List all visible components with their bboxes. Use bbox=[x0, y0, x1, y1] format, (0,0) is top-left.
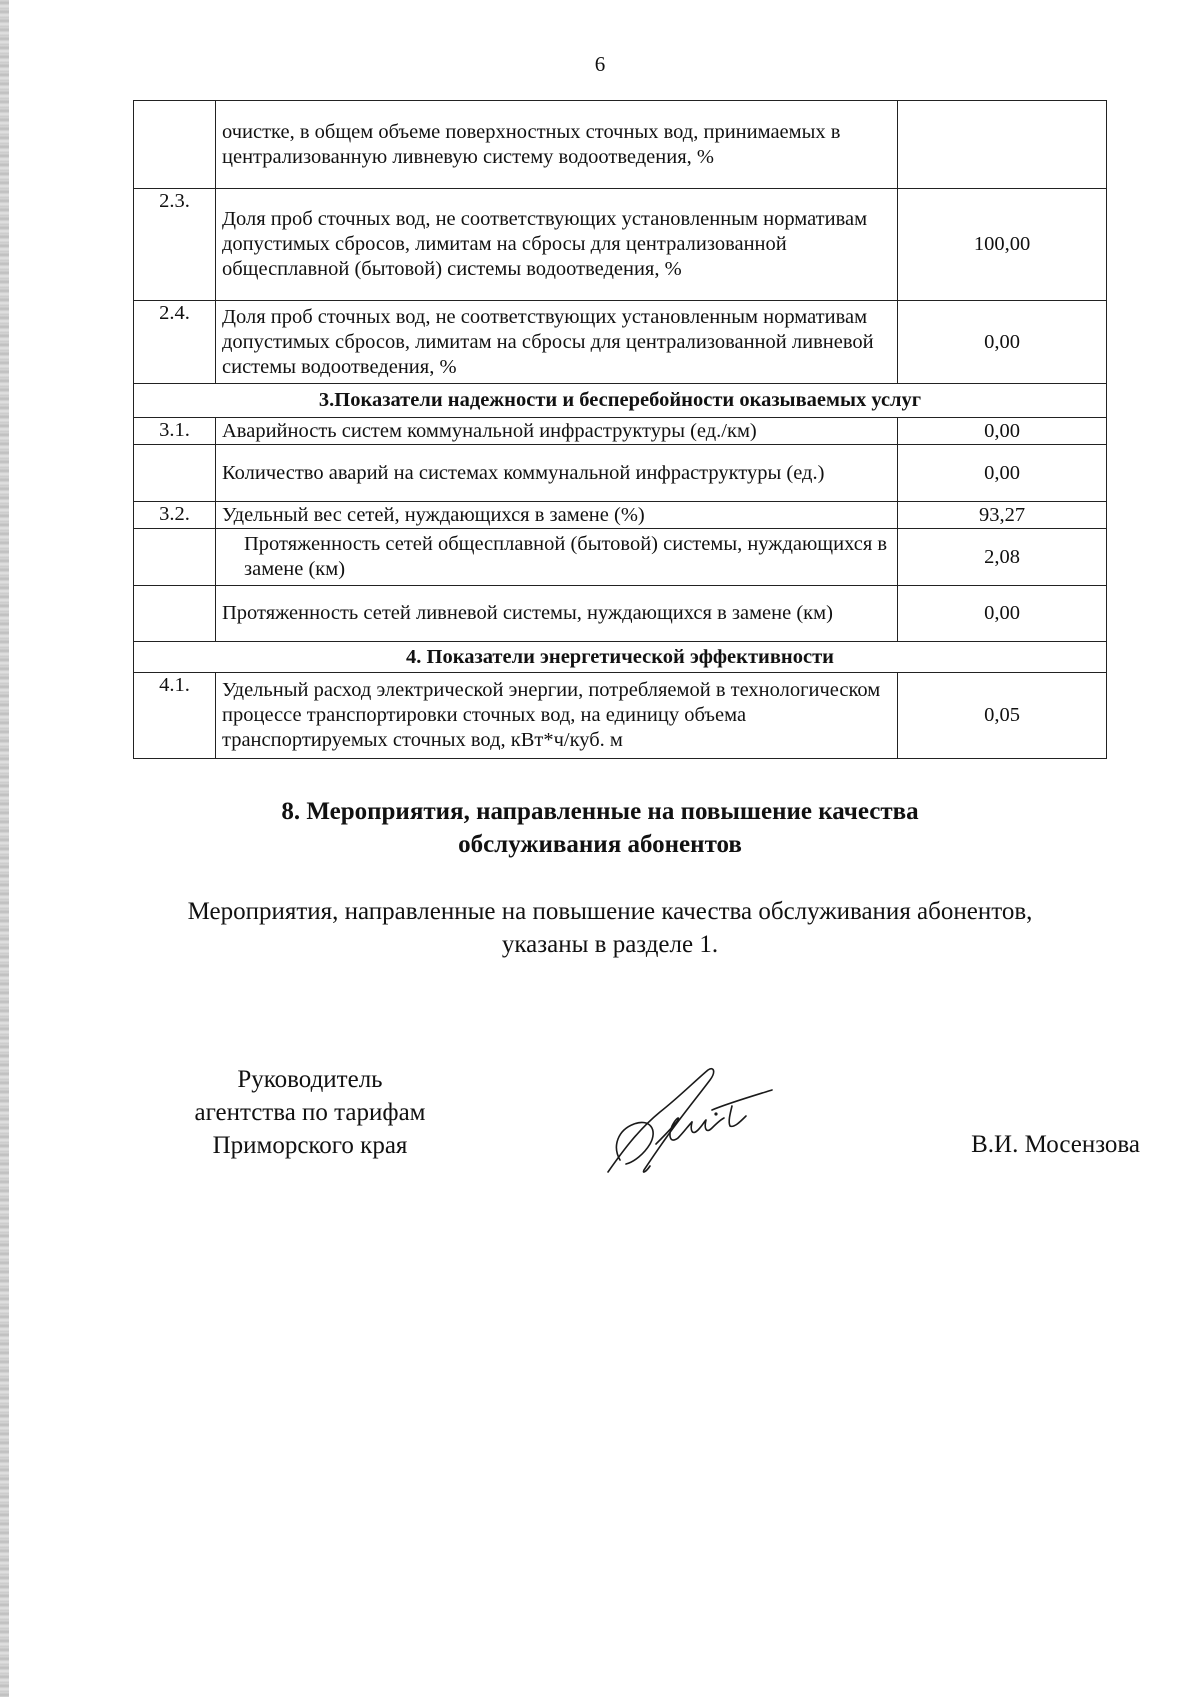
row-number bbox=[134, 101, 216, 189]
section-8-heading bbox=[0, 795, 1200, 861]
row-value: 100,00 bbox=[898, 189, 1107, 301]
section-8-heading-line-1: 8. Мероприятия, направленные на повышение качества bbox=[281, 798, 919, 825]
table-row bbox=[134, 101, 1107, 189]
table-row bbox=[134, 502, 1107, 529]
row-description: Протяженность сетей общесплавной (бытовой) системы, нуждающихся в замене (км) bbox=[216, 529, 898, 586]
table-row bbox=[134, 189, 1107, 301]
row-number: 2.3. bbox=[134, 189, 216, 301]
table-row bbox=[134, 529, 1107, 586]
row-description: очистке, в общем объеме поверхностных сточных вод, принимаемых в централизованную ливневую систему водоотведения, % bbox=[216, 101, 898, 189]
row-number: 2.4. bbox=[134, 301, 216, 384]
row-value: 0,00 bbox=[898, 586, 1107, 642]
section-8-paragraph bbox=[110, 895, 1110, 961]
table-row bbox=[134, 673, 1107, 759]
row-description: Удельный вес сетей, нуждающихся в замене (%) bbox=[216, 502, 898, 529]
row-description: Аварийность систем коммунальной инфраструктуры (ед./км) bbox=[216, 418, 898, 445]
row-description: Протяженность сетей ливневой системы, нуждающихся в замене (км) bbox=[216, 586, 898, 642]
signatory-name: В.И. Мосензова bbox=[971, 1131, 1140, 1158]
row-number bbox=[134, 529, 216, 586]
page-number: 6 bbox=[594, 52, 606, 76]
section-4-title: 4. Показатели энергетической эффективности bbox=[134, 642, 1107, 673]
table-row bbox=[134, 418, 1107, 445]
row-description: Доля проб сточных вод, не соответствующих установленным нормативам допустимых сбросов, лимитам на сбросы для централизованной ливневой системы водоотведения, % bbox=[216, 301, 898, 384]
position-line-1: Руководитель bbox=[237, 1066, 383, 1093]
signatory-position bbox=[160, 1063, 460, 1162]
row-value: 93,27 bbox=[898, 502, 1107, 529]
indicators-table bbox=[133, 100, 1107, 759]
position-line-2: агентства по тарифам bbox=[194, 1099, 426, 1126]
row-number: 3.2. bbox=[134, 502, 216, 529]
row-number: 3.1. bbox=[134, 418, 216, 445]
row-value: 0,00 bbox=[898, 418, 1107, 445]
table-row bbox=[134, 586, 1107, 642]
row-value: 0,00 bbox=[898, 301, 1107, 384]
row-number: 4.1. bbox=[134, 673, 216, 759]
section-header-row bbox=[134, 384, 1107, 418]
section-8-heading-line-2: обслуживания абонентов bbox=[458, 831, 742, 858]
row-number bbox=[134, 445, 216, 502]
row-value: 2,08 bbox=[898, 529, 1107, 586]
row-description: Удельный расход электрической энергии, потребляемой в технологическом процессе транспортировки сточных вод, на единицу объема транспортируемых сточных вод, кВт*ч/куб. м bbox=[216, 673, 898, 759]
row-number bbox=[134, 586, 216, 642]
row-description: Количество аварий на системах коммунальной инфраструктуры (ед.) bbox=[216, 445, 898, 502]
row-value: 0,00 bbox=[898, 445, 1107, 502]
row-description: Доля проб сточных вод, не соответствующих установленным нормативам допустимых сбросов, лимитам на сбросы для централизованной общесплавной (бытовой) системы водоотведения, % bbox=[216, 189, 898, 301]
table-row bbox=[134, 301, 1107, 384]
section-8-paragraph-line-1: Мероприятия, направленные на повышение качества обслуживания абонентов, bbox=[187, 898, 1033, 925]
section-3-title: 3.Показатели надежности и бесперебойности оказываемых услуг bbox=[134, 384, 1107, 418]
table-row bbox=[134, 445, 1107, 502]
section-8-paragraph-line-2: указаны в разделе 1. bbox=[501, 931, 719, 958]
position-line-3: Приморского края bbox=[212, 1132, 408, 1159]
section-header-row bbox=[134, 642, 1107, 673]
row-value: 0,05 bbox=[898, 673, 1107, 759]
handwritten-signature bbox=[600, 1060, 790, 1180]
row-value bbox=[898, 101, 1107, 189]
